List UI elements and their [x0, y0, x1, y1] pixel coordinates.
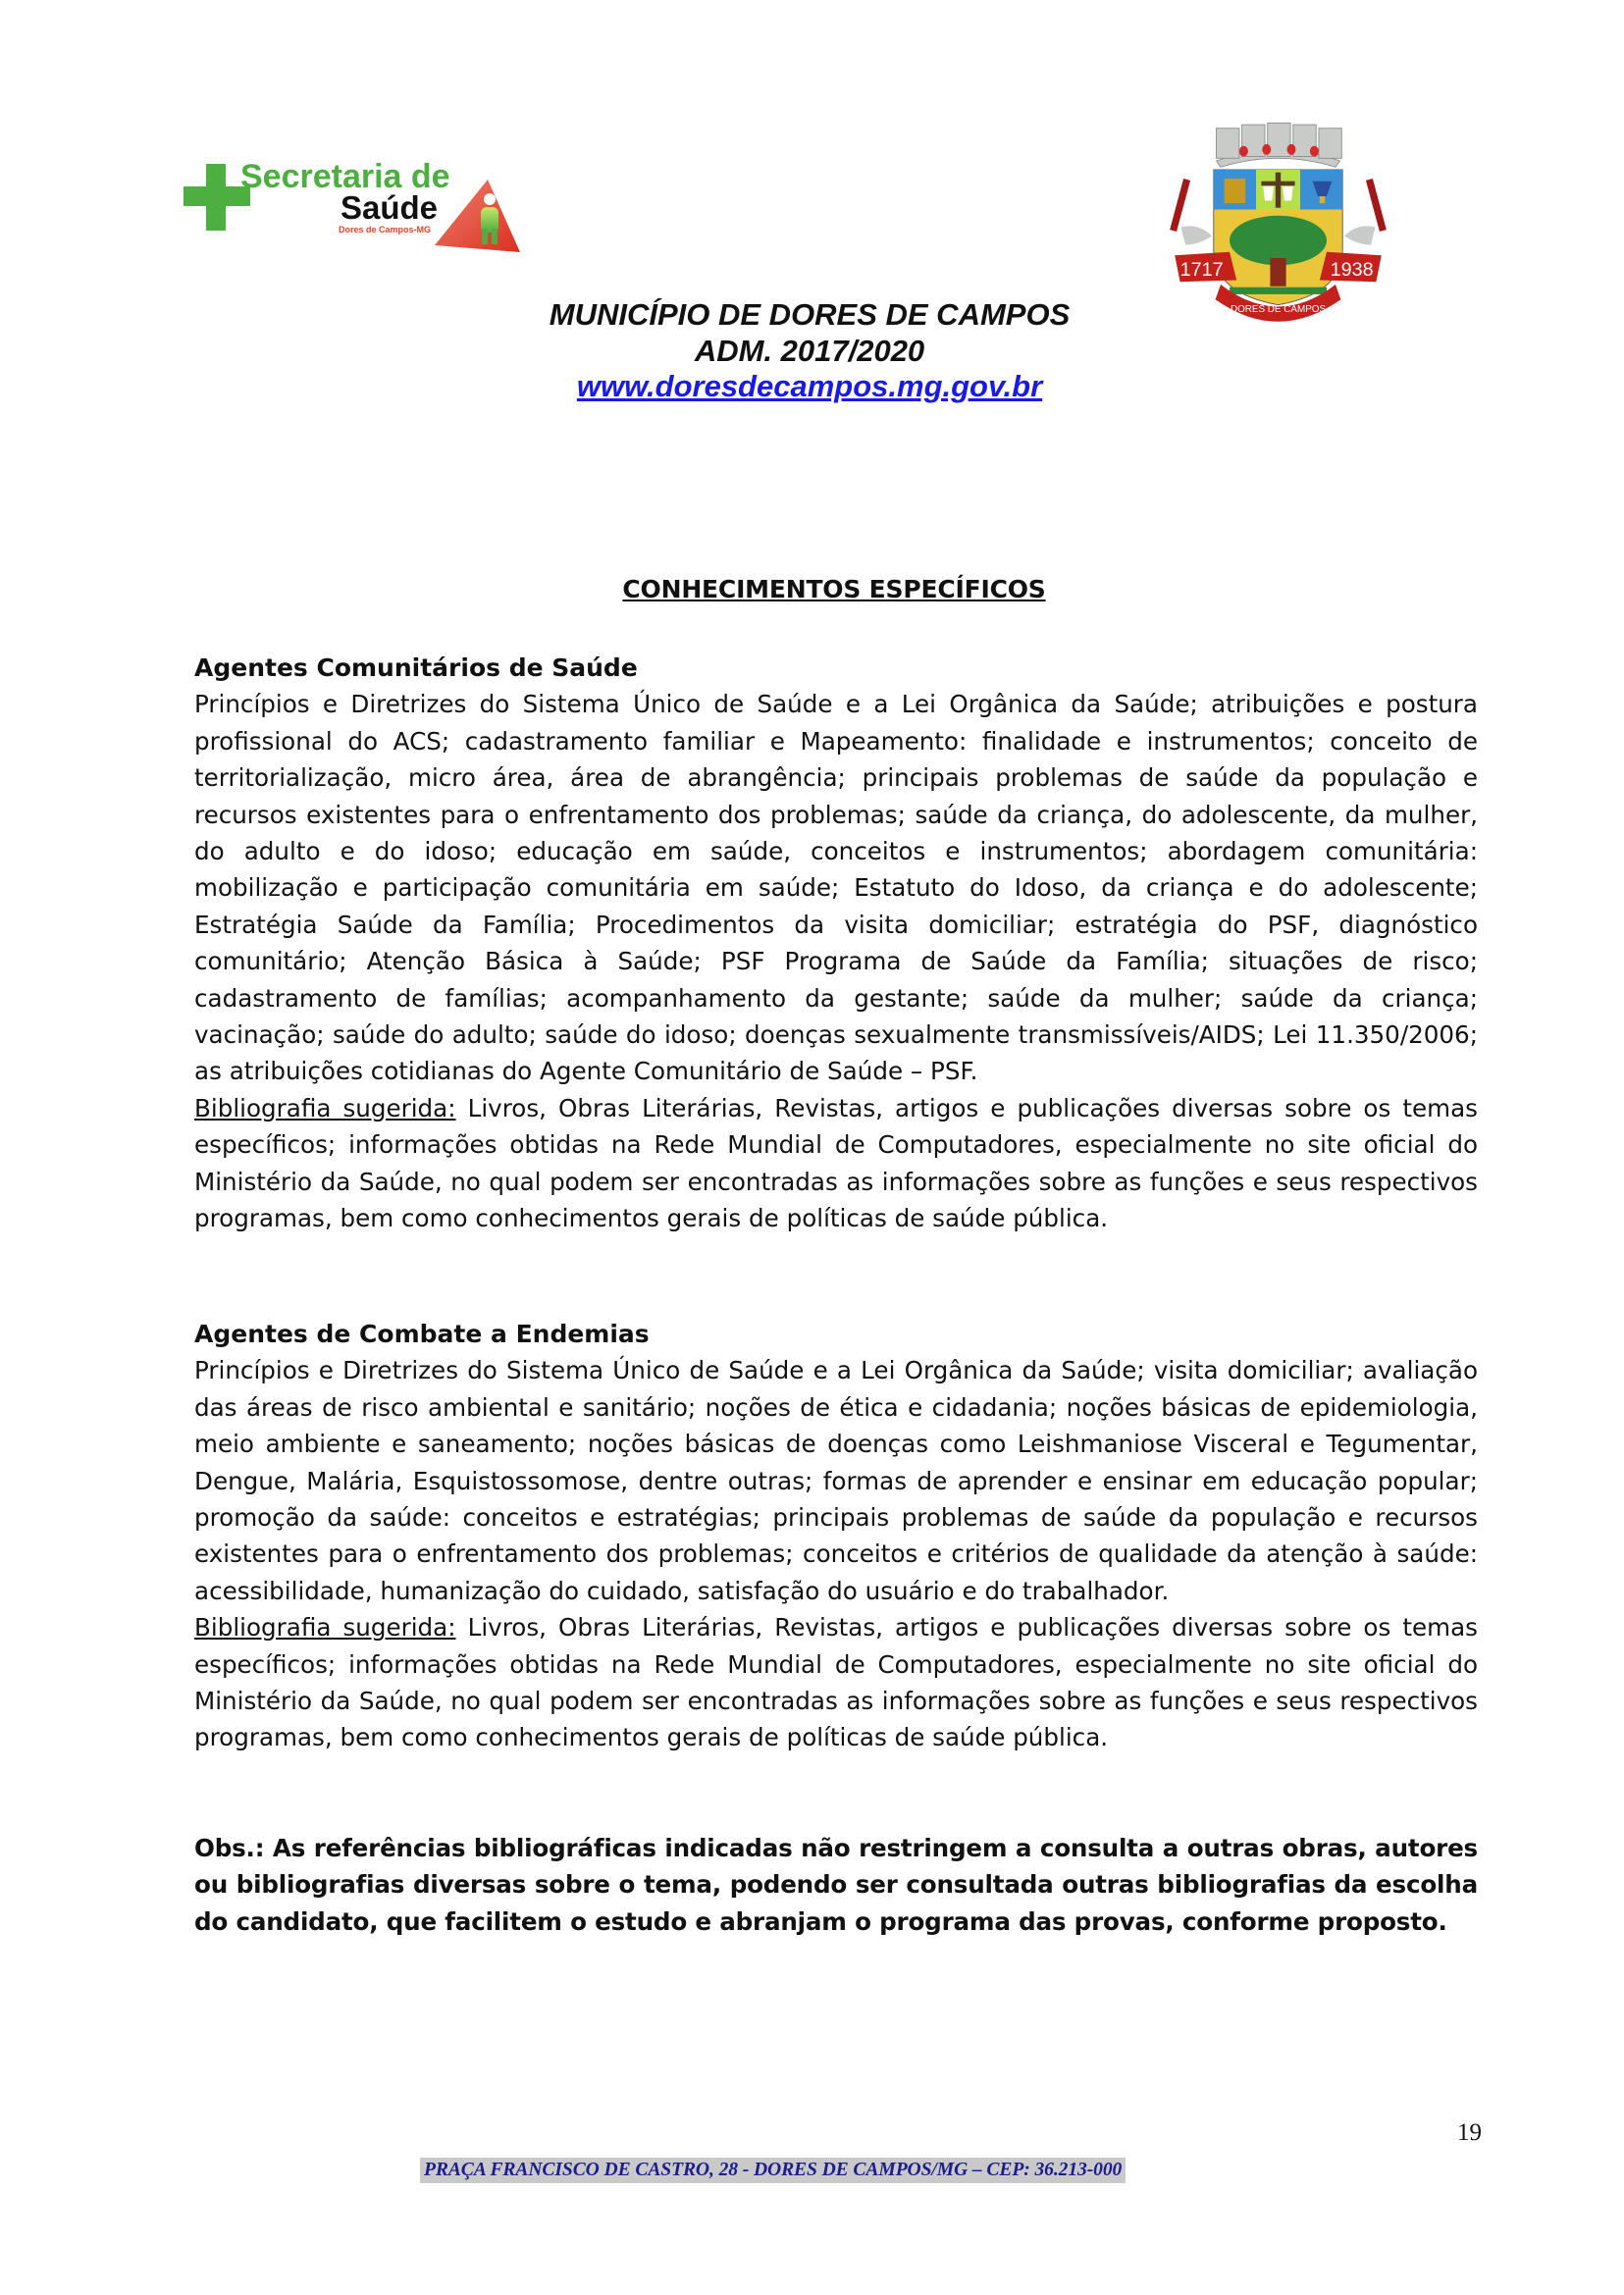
coat-ribbon-text: DORES DE CAMPOS [1230, 303, 1327, 315]
section-agentes-endemias [194, 1316, 1478, 1756]
section-title: CONHECIMENTOS ESPECÍFICOS [622, 575, 1046, 603]
logo-line3: Dores de Campos-MG [339, 225, 432, 235]
page-number: 19 [1457, 2119, 1482, 2146]
section-agentes-comunitarios [194, 650, 1478, 1237]
bibliography-paragraph [194, 1609, 1478, 1756]
secretaria-saude-logo-graphic [182, 152, 525, 255]
bibliography-text: Livros, Obras Literárias, Revistas, artigos e publicações diversas sobre os temas específicos; informações obtidas na Rede Mundial de Computadores, especialmente no site oficial do Ministério da Saúde, no qual podem ser encontradas as informações sobre as funções e seus respectivos programas, bem como conhecimentos gerais de políticas de saúde pública. [194, 1093, 1478, 1233]
administration-period: ADM. 2017/2020 [694, 334, 925, 368]
observation-note [194, 1830, 1478, 1940]
secretaria-saude-logo [182, 152, 525, 255]
coat-of-arms-graphic [1168, 108, 1388, 329]
municipality-title: MUNICÍPIO DE DORES DE CAMPOS [549, 297, 1071, 332]
section-heading: Agentes de Combate a Endemias [194, 1320, 650, 1348]
footer-address: PRAÇA FRANCISCO DE CASTRO, 28 - DORES DE CAMPOS/MG – CEP: 36.213-000 [420, 2158, 1126, 2183]
logo-line2: Saúde [341, 189, 439, 226]
bibliography-label: Bibliografia sugerida: [194, 1613, 456, 1643]
coat-year-right: 1938 [1330, 259, 1374, 281]
section-heading: Agentes Comunitários de Saúde [194, 653, 638, 682]
bibliography-paragraph [194, 1090, 1478, 1237]
observation-text: Obs.: As referências bibliográficas indicadas não restringem a consulta a outras obras, autores ou bibliografias diversas sobre o tema, podendo ser consultada outras bibliografias da escolha do candidato, que facilitem o estudo e abranjam o programa das provas, conforme proposto. [194, 1834, 1478, 1936]
logo-line1: Secretaria de [240, 158, 450, 195]
section-body: Princípios e Diretrizes do Sistema Único de Saúde e a Lei Orgânica da Saúde; visita domiciliar; avaliação das áreas de risco ambiental e sanitário; noções de ética e cidadania; noções básicas de epidemiologia, meio ambiente e saneamento; noções básicas de doenças como Leishmaniose Visceral e Tegumentar, Dengue, Malária, Esquistossomose, dentre outras; formas de aprender e ensinar em educação popular; promoção da saúde: conceitos e estratégias; principais problemas de saúde da população e recursos existentes para o enfrentamento dos problemas; conceitos e critérios de qualidade da atenção à saúde: acessibilidade, humanização do cuidado, satisfação do usuário e do trabalhador. [194, 1356, 1478, 1605]
section-body: Princípios e Diretrizes do Sistema Único de Saúde e a Lei Orgânica da Saúde; atribuições e postura profissional do ACS; cadastramento familiar e Mapeamento: finalidade e instrumentos; conceito de territorialização, micro área, área de abrangência; principais problemas de saúde da população e recursos existentes para o enfrentamento dos problemas; saúde da criança, do adolescente, da mulher, do adulto e do idoso; educação em saúde, conceitos e instrumentos; abordagem comunitária: mobilização e participação comunitária em saúde; Estatuto do Idoso, da criança e do adolescente; Estratégia Saúde da Família; Procedimentos da visita domiciliar; estratégia do PSF, diagnóstico comunitário; Atenção Básica à Saúde; PSF Programa de Saúde da Família; situações de risco; cadastramento de famílias; acompanhamento da gestante; saúde da mulher; saúde da criança; vacinação; saúde do adulto; saúde do idoso; doenças sexualmente transmissíveis/AIDS; Lei 11.350/2006; as atribuições cotidianas do Agente Comunitário de Saúde – PSF. [194, 690, 1478, 1086]
coat-year-left: 1717 [1179, 259, 1224, 281]
coat-of-arms [1168, 108, 1388, 329]
bibliography-label: Bibliografia sugerida: [194, 1093, 456, 1122]
bibliography-text: Livros, Obras Literárias, Revistas, artigos e publicações diversas sobre os temas específicos; informações obtidas na Rede Mundial de Computadores, especialmente no site oficial do Ministério da Saúde, no qual podem ser encontradas as informações sobre as funções e seus respectivos programas, bem como conhecimentos gerais de políticas de saúde pública. [194, 1613, 1478, 1752]
website-link[interactable]: www.doresdecampos.mg.gov.br [576, 369, 1043, 403]
